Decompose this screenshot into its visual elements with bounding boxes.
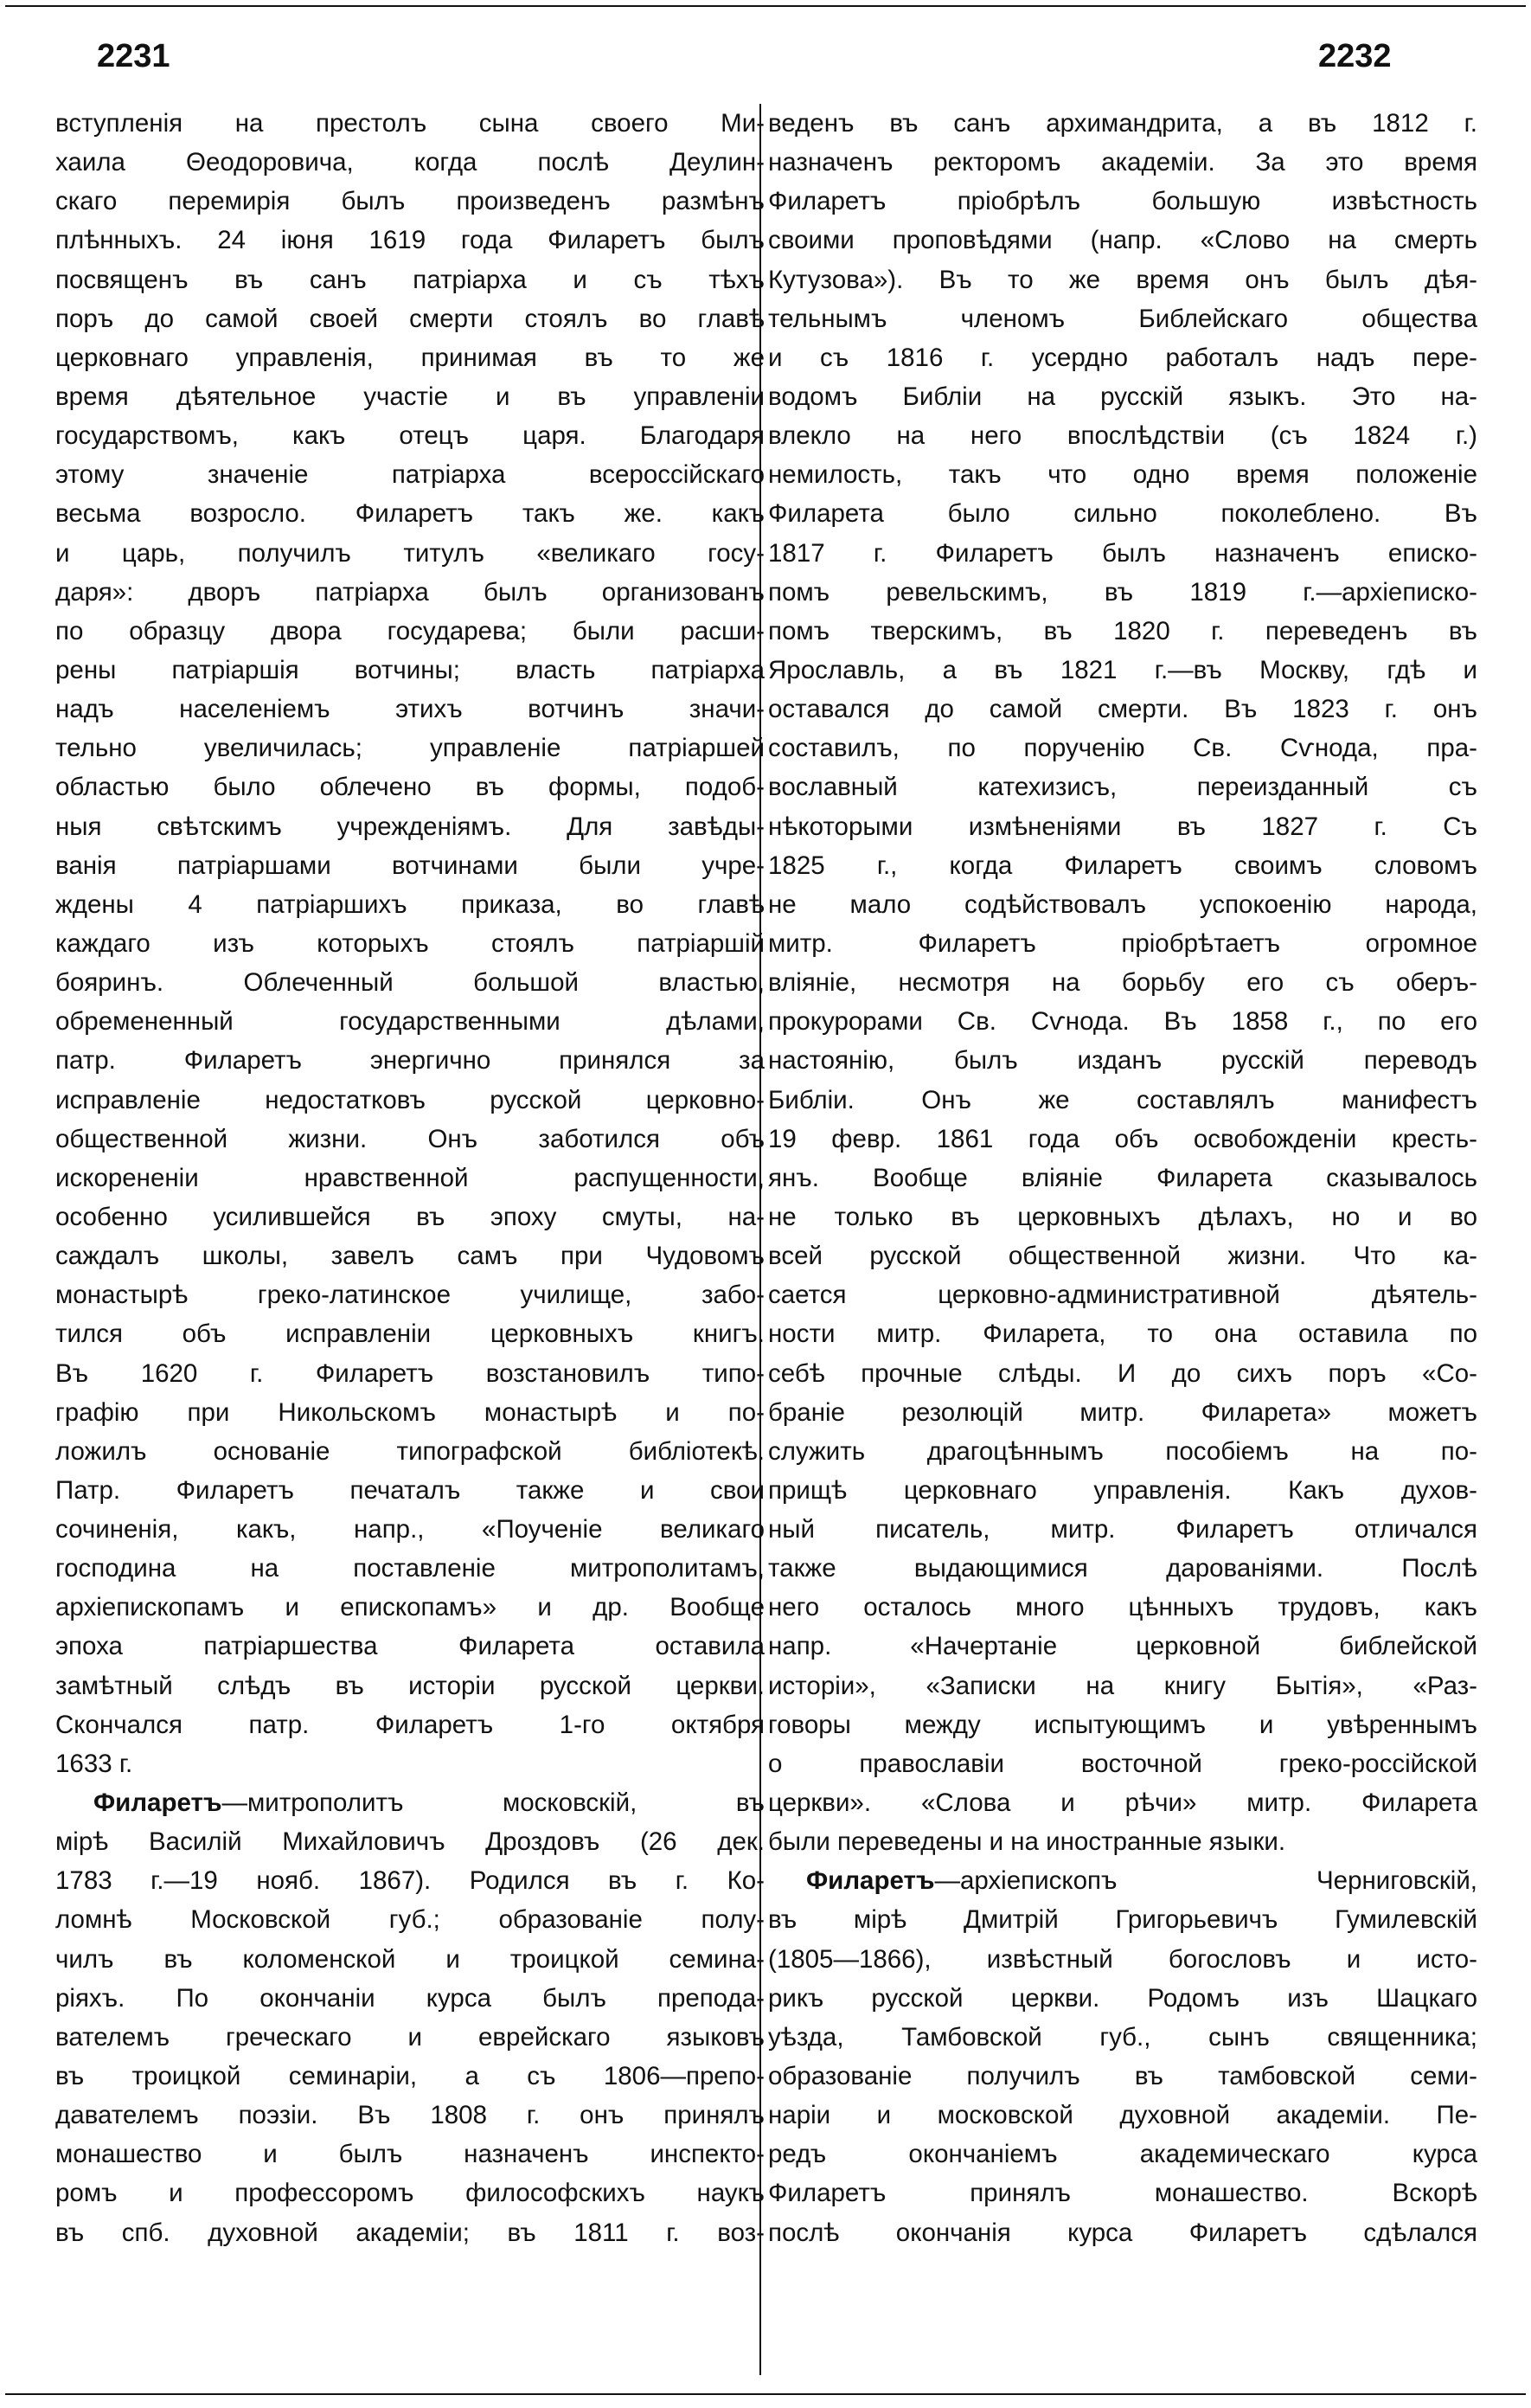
line-text: образованіе получилъ въ тамбовской семи- bbox=[768, 2062, 1477, 2091]
line-text: хаила Θеодоровича, когда послѣ Деулин- bbox=[55, 148, 765, 177]
text-line bbox=[55, 2057, 765, 2096]
text-line bbox=[768, 455, 1477, 494]
line-text: сается церковно-административной дѣятель- bbox=[768, 1281, 1477, 1310]
line-text: исторіи», «Записки на книгу Бытія», «Раз- bbox=[768, 1671, 1477, 1700]
text-line bbox=[55, 1940, 765, 1979]
line-text: тельно увеличилась; управленіе патріаршей bbox=[55, 734, 765, 763]
text-line bbox=[768, 651, 1477, 690]
text-column-right bbox=[768, 104, 1477, 2252]
page-number-left: 2231 bbox=[97, 38, 170, 74]
line-text: —архіепископъ Черниговскій, bbox=[934, 1866, 1477, 1896]
text-line bbox=[768, 1002, 1477, 1041]
text-line bbox=[55, 1783, 765, 1822]
text-line bbox=[55, 534, 765, 573]
text-line bbox=[768, 1314, 1477, 1353]
line-text: особенно усилившейся въ эпоху смуты, на- bbox=[55, 1202, 765, 1231]
line-text: ріяхъ. По окончаніи курса былъ препода- bbox=[55, 1983, 765, 2013]
line-text: 19 февр. 1861 года объ освобожденіи кресть- bbox=[768, 1124, 1477, 1153]
line-text: не мало содѣйствовалъ успокоенію народа, bbox=[768, 889, 1477, 919]
text-line bbox=[768, 1354, 1477, 1393]
line-text: 1825 г., когда Филаретъ своимъ словомъ bbox=[768, 851, 1477, 880]
text-line bbox=[55, 1041, 765, 1080]
line-text: рикъ русской церкви. Родомъ изъ Шацкаго bbox=[768, 1983, 1477, 2013]
line-text: обремененный государственными дѣлами, bbox=[55, 1007, 765, 1037]
line-text: тился объ исправленіи церковныхъ книгъ. bbox=[55, 1320, 765, 1349]
text-line bbox=[55, 924, 765, 963]
line-text: даря»: дворъ патріарха былъ организованъ bbox=[55, 577, 765, 607]
line-text: весьма возросло. Филаретъ такъ же. какъ bbox=[55, 499, 765, 529]
text-line bbox=[55, 182, 765, 221]
line-text: прокурорами Св. Сѵнода. Въ 1858 г., по его bbox=[768, 1007, 1477, 1037]
text-line bbox=[55, 2213, 765, 2252]
line-text: митр. Филаретъ пріобрѣтаетъ огромное bbox=[768, 928, 1477, 958]
text-line bbox=[55, 1744, 765, 1783]
text-line bbox=[55, 1002, 765, 1041]
text-line bbox=[55, 1666, 765, 1705]
line-text: также выдающимися дарованіями. Послѣ bbox=[768, 1554, 1477, 1583]
line-text: Ярославль, а въ 1821 г.—въ Москву, гдѣ и bbox=[768, 655, 1477, 684]
text-line bbox=[768, 338, 1477, 377]
text-line bbox=[768, 2213, 1477, 2252]
text-line bbox=[768, 1275, 1477, 1314]
line-text: вателемъ греческаго и еврейскаго языковъ bbox=[55, 2022, 765, 2052]
text-line bbox=[55, 455, 765, 494]
text-line bbox=[55, 1198, 765, 1236]
line-text: оставался до самой смерти. Въ 1823 г. онъ bbox=[768, 695, 1477, 724]
text-line bbox=[55, 1979, 765, 2018]
text-line bbox=[55, 1705, 765, 1744]
bottom-rule bbox=[5, 2393, 1526, 2395]
text-line bbox=[55, 1588, 765, 1627]
text-line bbox=[55, 1900, 765, 1939]
line-text: ный писатель, митр. Филаретъ отличался bbox=[768, 1515, 1477, 1544]
line-text: ромъ и профессоромъ философскихъ наукъ bbox=[55, 2179, 765, 2208]
text-line bbox=[768, 846, 1477, 885]
text-line bbox=[768, 299, 1477, 338]
text-line bbox=[768, 1236, 1477, 1275]
text-line bbox=[768, 494, 1477, 533]
text-line bbox=[768, 1588, 1477, 1627]
text-line bbox=[55, 1236, 765, 1275]
text-line bbox=[768, 1120, 1477, 1159]
line-text: вославный катехизисъ, переизданный съ bbox=[768, 773, 1477, 802]
text-line bbox=[768, 1510, 1477, 1549]
text-line bbox=[55, 1314, 765, 1353]
text-line bbox=[55, 729, 765, 767]
line-text: чилъ въ коломенской и троицкой семина- bbox=[55, 1944, 765, 1974]
line-text: янъ. Вообще вліяніе Филарета сказывалось bbox=[768, 1163, 1477, 1192]
line-text: тельнымъ членомъ Библейскаго общества bbox=[768, 304, 1477, 333]
top-rule bbox=[5, 5, 1526, 7]
line-text: браніе резолюцій митр. Филарета» можетъ bbox=[768, 1397, 1477, 1427]
text-line bbox=[768, 1627, 1477, 1666]
line-text: сочиненія, какъ, напр., «Поученіе великаго bbox=[55, 1515, 765, 1544]
text-line bbox=[55, 416, 765, 455]
line-text: ныя свѣтскимъ учрежденіямъ. Для завѣды- bbox=[55, 812, 765, 841]
line-text: веденъ въ санъ архимандрита, а въ 1812 г. bbox=[768, 109, 1477, 138]
text-line bbox=[768, 1940, 1477, 1979]
text-line bbox=[55, 1471, 765, 1510]
line-text: составилъ, по порученію Св. Сѵнода, пра- bbox=[768, 734, 1477, 763]
text-line bbox=[55, 963, 765, 1002]
line-text: монашество и былъ назначенъ инспекто- bbox=[55, 2140, 765, 2169]
text-line bbox=[55, 1159, 765, 1198]
text-line bbox=[55, 2135, 765, 2174]
line-text: ломнѣ Московской губ.; образованіе полу- bbox=[55, 1905, 765, 1935]
line-text: господина на поставленіе митрополитамъ, bbox=[55, 1554, 765, 1583]
line-text: водомъ Библіи на русскій языкъ. Это на- bbox=[768, 382, 1477, 411]
line-text: Филаретъ пріобрѣлъ большую извѣстность bbox=[768, 187, 1477, 216]
line-text: были переведены и на иностранные языки. bbox=[768, 1827, 1286, 1857]
text-line bbox=[768, 260, 1477, 299]
text-line bbox=[55, 767, 765, 806]
line-text: говоры между испытующимъ и увѣреннымъ bbox=[768, 1710, 1477, 1739]
line-text: ждены 4 патріаршихъ приказа, во главѣ bbox=[55, 889, 765, 919]
line-text: послѣ окончанія курса Филаретъ сдѣлался bbox=[768, 2218, 1477, 2247]
text-line bbox=[55, 299, 765, 338]
line-text: давателемъ поэзіи. Въ 1808 г. онъ принялъ bbox=[55, 2101, 765, 2130]
line-text: вліяніе, несмотря на борьбу его съ оберъ- bbox=[768, 968, 1477, 998]
text-line bbox=[768, 1198, 1477, 1236]
text-line bbox=[55, 1275, 765, 1314]
line-text: саждалъ школы, завелъ самъ при Чудовомъ bbox=[55, 1242, 765, 1271]
line-text: служить драгоцѣннымъ пособіемъ на по- bbox=[768, 1436, 1477, 1466]
line-text: Филаретъ принялъ монашество. Вскорѣ bbox=[768, 2179, 1477, 2208]
line-text: каждаго изъ которыхъ стоялъ патріаршій bbox=[55, 928, 765, 958]
line-text: и съ 1816 г. усердно работалъ надъ пере- bbox=[768, 343, 1477, 372]
line-text: влекло на него впослѣдствіи (съ 1824 г.) bbox=[768, 421, 1477, 451]
text-line bbox=[55, 1393, 765, 1432]
text-line bbox=[55, 1432, 765, 1471]
line-text: редъ окончаніемъ академическаго курса bbox=[768, 2140, 1477, 2169]
line-text: надъ населеніемъ этихъ вотчинъ значи- bbox=[55, 695, 765, 724]
text-line bbox=[55, 690, 765, 729]
text-line bbox=[768, 1783, 1477, 1822]
line-text: замѣтный слѣдъ въ исторіи русской церкви. bbox=[55, 1671, 765, 1700]
text-line bbox=[768, 1744, 1477, 1783]
line-text: искорененіи нравственной распущенности, bbox=[55, 1163, 765, 1192]
text-line bbox=[768, 1393, 1477, 1432]
text-line bbox=[768, 924, 1477, 963]
line-text: исправленіе недостатковъ русской церковно- bbox=[55, 1085, 765, 1114]
line-text: плѣнныхъ. 24 іюня 1619 года Филаретъ былъ bbox=[55, 226, 765, 255]
line-text: настоянію, былъ изданъ русскій переводъ bbox=[768, 1046, 1477, 1076]
text-line bbox=[55, 338, 765, 377]
line-text: помъ ревельскимъ, въ 1819 г.—архіеписко- bbox=[768, 577, 1477, 607]
line-text: рены патріаршія вотчины; власть патріарха bbox=[55, 655, 765, 684]
text-line bbox=[55, 885, 765, 924]
line-text: него осталось много цѣнныхъ трудовъ, какъ bbox=[768, 1593, 1477, 1622]
line-text: посвященъ въ санъ патріарха и съ тѣхъ bbox=[55, 265, 765, 294]
line-text: Патр. Филаретъ печаталъ также и свои bbox=[55, 1475, 765, 1505]
text-line bbox=[768, 1081, 1477, 1120]
text-line bbox=[768, 807, 1477, 846]
line-text: вступленія на престолъ сына своего Ми- bbox=[55, 109, 765, 138]
text-line bbox=[768, 1705, 1477, 1744]
line-text: по образцу двора государева; были расши- bbox=[55, 616, 765, 645]
line-text: прищѣ церковнаго управленія. Какъ духов- bbox=[768, 1475, 1477, 1505]
text-line bbox=[768, 143, 1477, 182]
text-line bbox=[768, 221, 1477, 260]
line-text: не только въ церковныхъ дѣлахъ, но и во bbox=[768, 1202, 1477, 1231]
text-line bbox=[55, 1354, 765, 1393]
text-line bbox=[55, 573, 765, 612]
line-text: —митрополитъ московскій, въ bbox=[221, 1788, 765, 1818]
line-text: (1805—1866), извѣстный богословъ и исто- bbox=[768, 1944, 1477, 1974]
line-text: мірѣ Василій Михайловичъ Дроздовъ (26 дек. bbox=[55, 1827, 765, 1857]
line-text: всей русской общественной жизни. Что ка- bbox=[768, 1242, 1477, 1271]
text-line bbox=[55, 846, 765, 885]
text-line bbox=[768, 1900, 1477, 1939]
text-line bbox=[768, 573, 1477, 612]
line-text: Въ 1620 г. Филаретъ возстановилъ типо- bbox=[55, 1358, 765, 1388]
line-text: Филарета было сильно поколеблено. Въ bbox=[768, 499, 1477, 529]
text-line bbox=[768, 2096, 1477, 2135]
text-line bbox=[768, 1041, 1477, 1080]
line-text: въ мірѣ Дмитрій Григорьевичъ Гумилевскій bbox=[768, 1905, 1477, 1935]
line-text: церковнаго управленія, принимая въ то же bbox=[55, 343, 765, 372]
text-line bbox=[55, 1822, 765, 1861]
line-text: немилость, такъ что одно время положеніе bbox=[768, 460, 1477, 490]
text-line bbox=[768, 1861, 1477, 1900]
line-text: патр. Филаретъ энергично принялся за bbox=[55, 1046, 765, 1076]
line-text: государствомъ, какъ отецъ царя. Благодаря bbox=[55, 421, 765, 451]
text-line bbox=[55, 1081, 765, 1120]
text-line bbox=[768, 1822, 1477, 1861]
line-text: Скончался патр. Филаретъ 1-го октября bbox=[55, 1710, 765, 1739]
line-text: своими проповѣдями (напр. «Слово на смерть bbox=[768, 226, 1477, 255]
text-line bbox=[55, 494, 765, 533]
line-text: уѣзда, Тамбовской губ., сынъ священника; bbox=[768, 2022, 1477, 2052]
text-line bbox=[768, 2174, 1477, 2212]
text-line bbox=[55, 807, 765, 846]
line-text: назначенъ ректоромъ академіи. За это время bbox=[768, 148, 1477, 177]
line-text: въ троицкой семинаріи, а съ 1806—препо- bbox=[55, 2062, 765, 2091]
line-text: нѣкоторыми измѣненіями въ 1827 г. Съ bbox=[768, 812, 1477, 841]
text-line bbox=[55, 2018, 765, 2057]
text-line bbox=[55, 1510, 765, 1549]
text-line bbox=[768, 1979, 1477, 2018]
text-line bbox=[768, 2057, 1477, 2096]
line-text: Кутузова»). Въ то же время онъ былъ дѣя- bbox=[768, 265, 1477, 294]
text-line bbox=[55, 377, 765, 416]
text-line bbox=[768, 2018, 1477, 2057]
text-line bbox=[55, 1549, 765, 1588]
text-line bbox=[768, 534, 1477, 573]
line-text: наріи и московской духовной академіи. Пе- bbox=[768, 2101, 1477, 2130]
line-text: скаго перемирія былъ произведенъ размѣнъ bbox=[55, 187, 765, 216]
text-column-left bbox=[55, 104, 765, 2252]
text-line bbox=[55, 651, 765, 690]
line-text: этому значеніе патріарха всероссійскаго bbox=[55, 460, 765, 490]
text-line bbox=[768, 416, 1477, 455]
text-line bbox=[768, 729, 1477, 767]
text-line bbox=[768, 1432, 1477, 1471]
line-text: архіепископамъ и епископамъ» и др. Вообще bbox=[55, 1593, 765, 1622]
line-text: церкви». «Слова и рѣчи» митр. Филарета bbox=[768, 1788, 1477, 1818]
text-line bbox=[768, 767, 1477, 806]
text-line bbox=[55, 143, 765, 182]
line-text: областью было облечено въ формы, подоб- bbox=[55, 773, 765, 802]
text-line bbox=[55, 612, 765, 651]
line-text: себѣ прочные слѣды. И до сихъ поръ «Со- bbox=[768, 1358, 1477, 1388]
line-text: 1783 г.—19 нояб. 1867). Родился въ г. Ко- bbox=[55, 1866, 765, 1896]
text-line bbox=[768, 1159, 1477, 1198]
line-text: ности митр. Филарета, то она оставила по bbox=[768, 1320, 1477, 1349]
line-text: напр. «Начертаніе церковной библейской bbox=[768, 1632, 1477, 1661]
line-text: бояринъ. Облеченный большой властью, bbox=[55, 968, 765, 998]
line-text: время дѣятельное участіе и въ управленіи bbox=[55, 382, 765, 411]
page-number-right: 2232 bbox=[1318, 38, 1392, 74]
line-text: общественной жизни. Онъ заботился объ bbox=[55, 1124, 765, 1153]
line-text: о православіи восточной греко-россійской bbox=[768, 1749, 1477, 1778]
text-line bbox=[55, 2174, 765, 2212]
line-text: графію при Никольскомъ монастырѣ и по- bbox=[55, 1397, 765, 1427]
text-line bbox=[55, 221, 765, 260]
text-line bbox=[55, 2096, 765, 2135]
text-line bbox=[768, 1471, 1477, 1510]
text-line bbox=[55, 1120, 765, 1159]
line-text: монастырѣ греко-латинское училище, забо- bbox=[55, 1281, 765, 1310]
text-line bbox=[768, 612, 1477, 651]
line-text: въ спб. духовной академіи; въ 1811 г. воз- bbox=[55, 2218, 765, 2247]
line-text: и царь, получилъ титулъ «великаго госу- bbox=[55, 538, 765, 568]
text-line bbox=[768, 377, 1477, 416]
text-line bbox=[55, 260, 765, 299]
line-text: ложилъ основаніе типографской библіотекѣ. bbox=[55, 1436, 765, 1466]
text-line bbox=[768, 104, 1477, 143]
entry-headword: Филаретъ bbox=[806, 1866, 935, 1896]
line-text: Библіи. Онъ же составлялъ манифестъ bbox=[768, 1085, 1477, 1114]
line-text: ванія патріаршами вотчинами были учре- bbox=[55, 851, 765, 880]
text-line bbox=[768, 690, 1477, 729]
text-line bbox=[768, 182, 1477, 221]
line-text: 1817 г. Филаретъ былъ назначенъ еписко- bbox=[768, 538, 1477, 568]
text-line bbox=[768, 885, 1477, 924]
entry-headword: Филаретъ bbox=[93, 1788, 222, 1818]
text-line bbox=[768, 963, 1477, 1002]
text-line bbox=[55, 104, 765, 143]
text-line bbox=[55, 1627, 765, 1666]
text-line bbox=[768, 2135, 1477, 2174]
line-text: поръ до самой своей смерти стоялъ во главѣ bbox=[55, 304, 765, 333]
line-text: эпоха патріаршества Филарета оставила bbox=[55, 1632, 765, 1661]
line-text: помъ тверскимъ, въ 1820 г. переведенъ въ bbox=[768, 616, 1477, 645]
line-text: 1633 г. bbox=[55, 1749, 133, 1778]
text-line bbox=[768, 1549, 1477, 1588]
text-line bbox=[768, 1666, 1477, 1705]
text-line bbox=[55, 1861, 765, 1900]
